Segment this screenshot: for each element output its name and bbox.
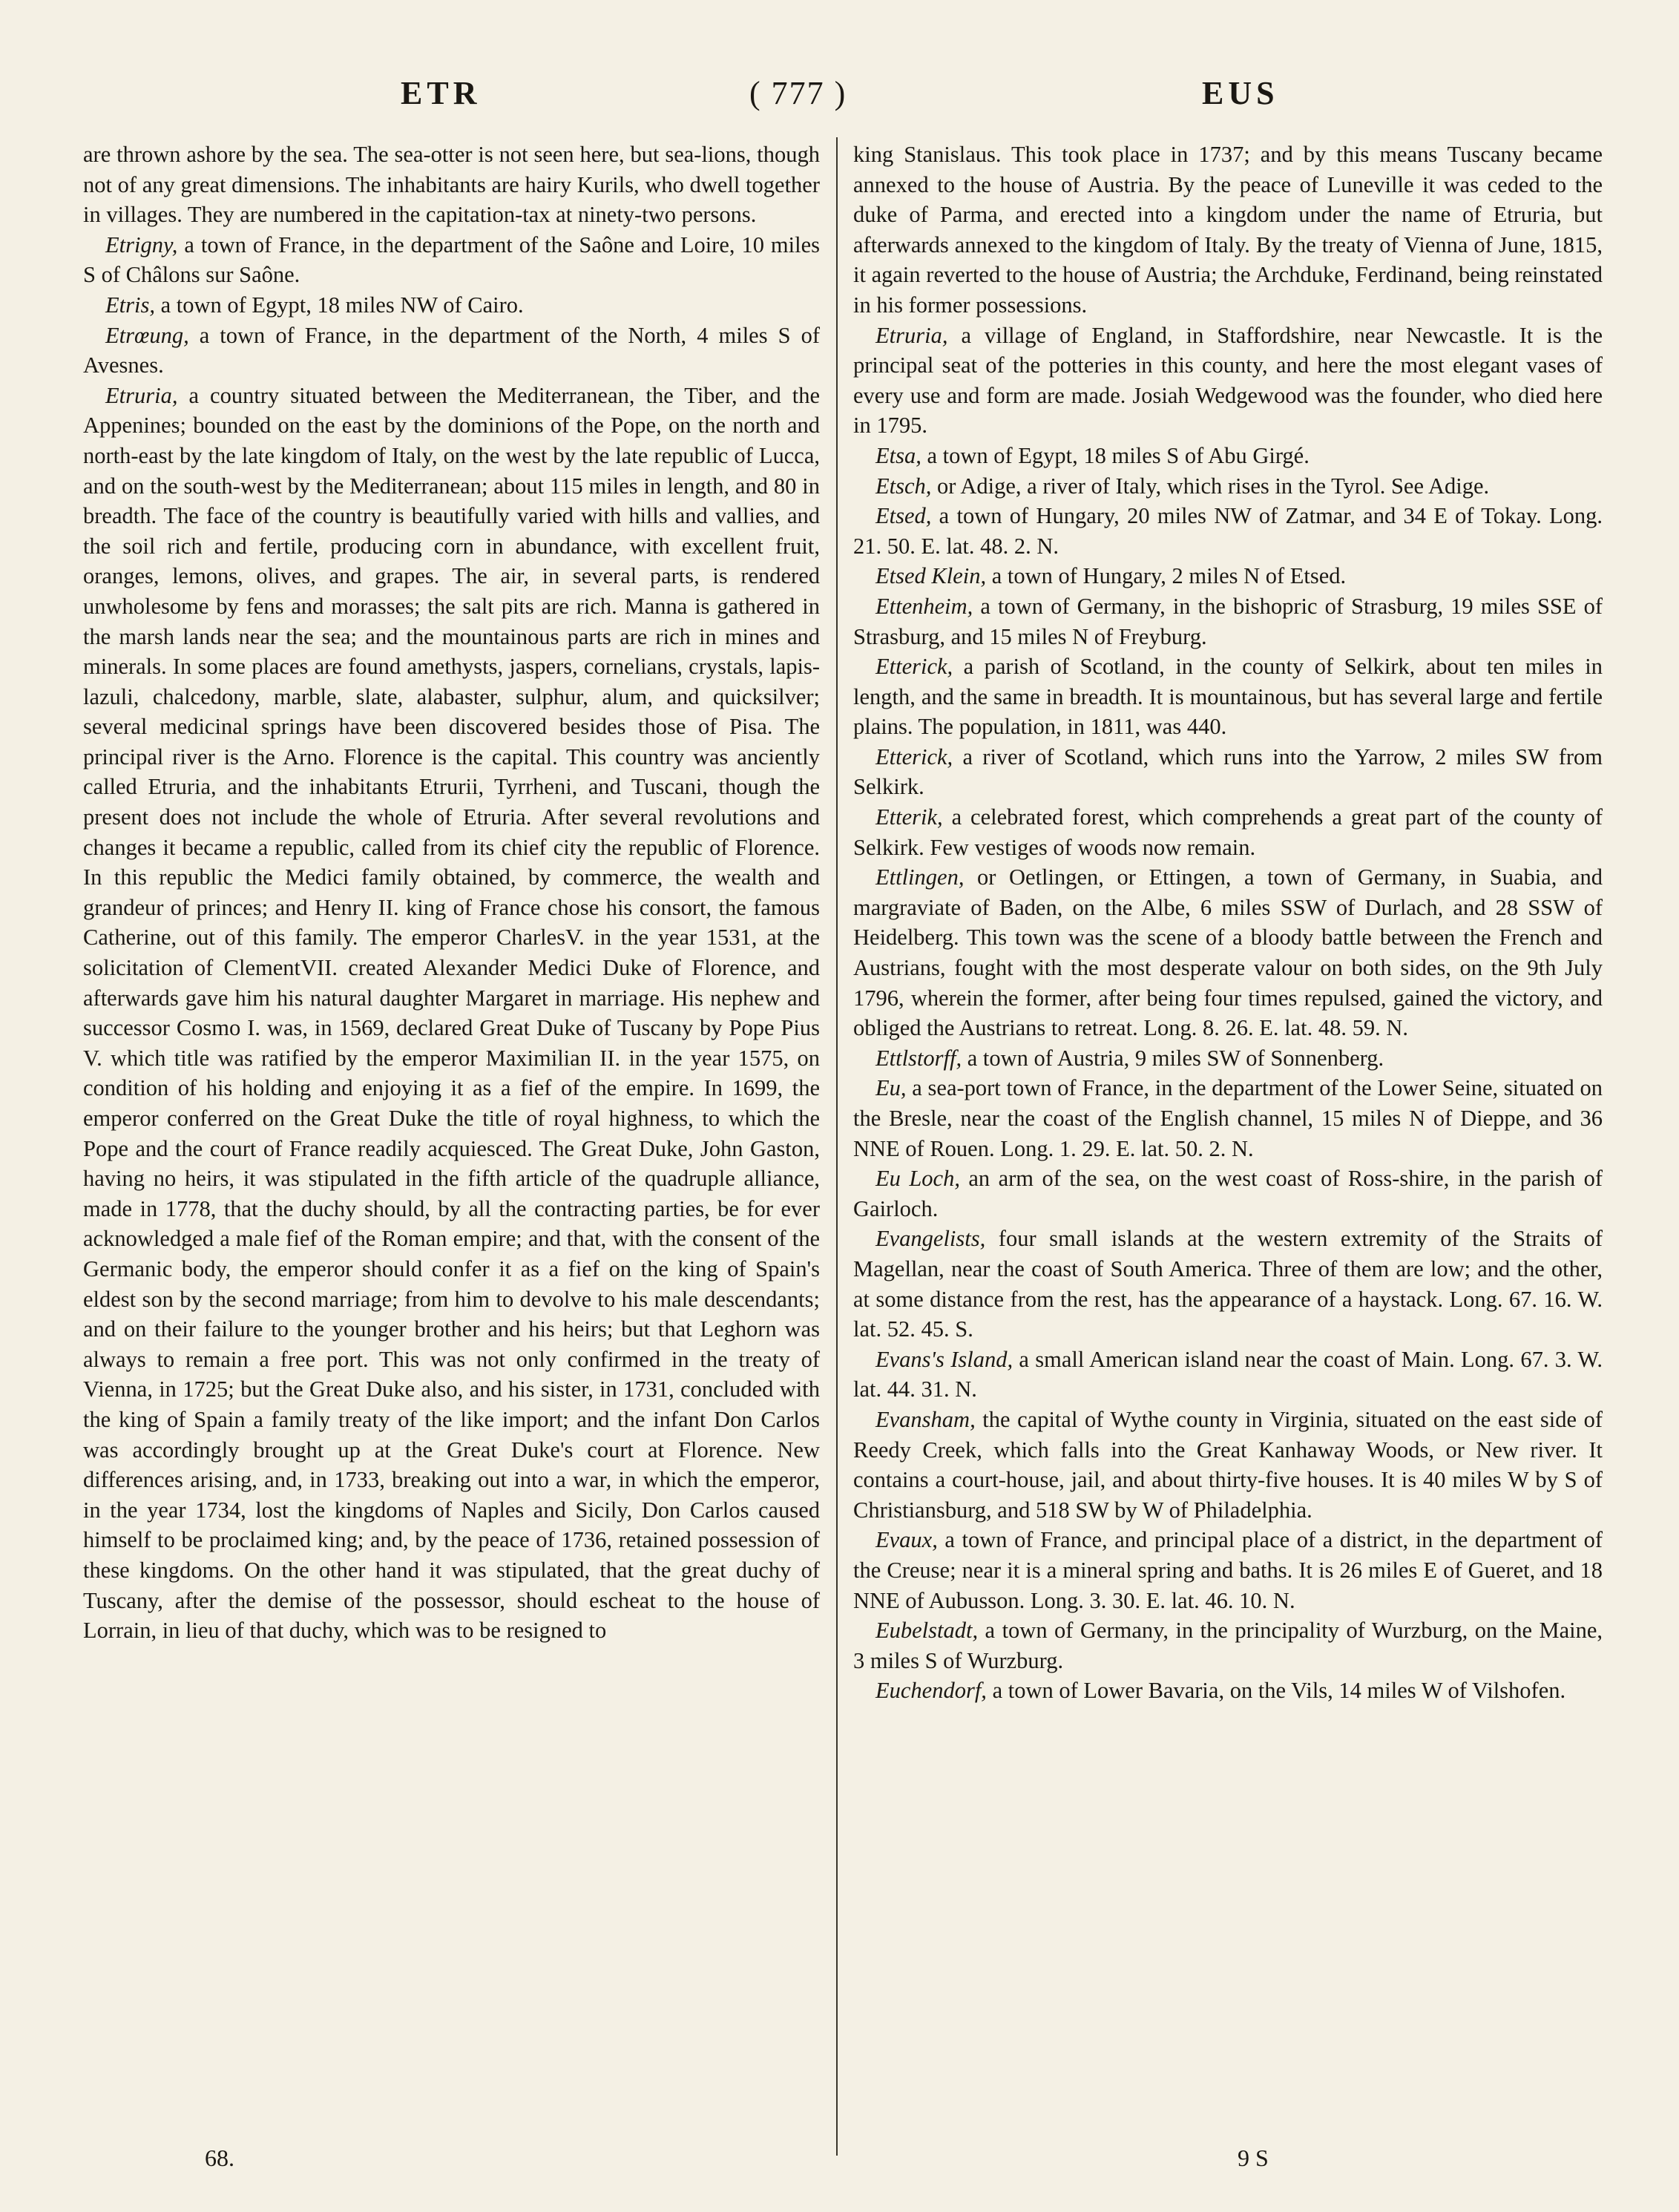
running-head-right: EUS — [1202, 75, 1279, 111]
entry-headword: Evaux, — [875, 1527, 938, 1553]
page-number: ( 777 ) — [749, 75, 847, 111]
entry — [853, 652, 1603, 742]
right-column — [853, 140, 1603, 1706]
entry — [853, 561, 1603, 591]
entry-headword: Etrigny, — [105, 232, 178, 257]
entry-headword: Eu, — [875, 1075, 907, 1101]
entry-text: a town of Hungary, 2 miles N of Etsed. — [986, 563, 1347, 589]
entry-text: a town of Hungary, 20 miles NW of Zatmar, and 34 E of Tokay. Long. 21. 50. E. lat. 48. 2. N. — [853, 503, 1603, 559]
entry-text: a sea-port town of France, in the department of the Lower Seine, situated on the Bresle, near the coast of the English channel, 15 miles N of Dieppe, and 36 NNE of Rouen. Long. 1. 29. E. lat. 50. 2. N. — [853, 1075, 1603, 1161]
entry-headword: Etterick, — [875, 744, 953, 769]
entry-headword: Ettenheim, — [875, 593, 973, 619]
entry-headword: Eubelstadt, — [875, 1618, 979, 1644]
column-divider — [836, 137, 838, 2156]
entry-text: a celebrated forest, which comprehends a great part of the county of Selkirk. Few vestiges of woods now remain. — [853, 804, 1603, 860]
entry-headword: Evans's Island, — [875, 1346, 1013, 1372]
entry-text: a river of Scotland, which runs into the Yarrow, 2 miles SW from Selkirk. — [853, 744, 1603, 800]
entry-text: or Oetlingen, or Ettingen, a town of Germany, in Suabia, and margraviate of Baden, on the Albe, 6 miles SSW of Durlach, and 28 SSW of Heidelberg. This town was the scene of a bloody battle between the French and Austrians, fought with the most desperate valour on both sides, on the 9th July 1796, wherein the former, after being four times repulsed, gained the victory, and obliged the Austrians to retreat. Long. 8. 26. E. lat. 48. 59. N. — [853, 864, 1603, 1041]
entry-text: a small American island near the coast of Main. Long. 67. 3. W. lat. 44. 31. N. — [853, 1346, 1603, 1402]
running-head-left: ETR — [401, 75, 482, 111]
entry — [83, 230, 820, 290]
entry-text: a town of Egypt, 18 miles S of Abu Girgé. — [921, 442, 1310, 468]
entry-text: a town of France, and principal place of a district, in the department of the Creuse; near it is a mineral spring and baths. It is 26 miles E of Gueret, and 18 NNE of Aubusson. Long. 3. 30. E. lat. 46. 10. N. — [853, 1527, 1603, 1613]
entry-text: are thrown ashore by the sea. The sea-otter is not seen here, but sea-lions, though not of any great dimensions. The inhabitants are hairy Kurils, who dwell together in villages. They are numbered in the capitation-tax at ninety-two persons. — [83, 142, 820, 228]
entry-text: four small islands at the western extremity of the Straits of Magellan, near the coast of South America. Three of them are low; and the other, at some distance from the rest, has the appearance of a haystack. Long. 67. 16. W. lat. 52. 45. S. — [853, 1226, 1603, 1342]
entry-text: a town of Germany, in the bishopric of Strasburg, 19 miles SSE of Strasburg, and 15 miles N of Freyburg. — [853, 593, 1603, 649]
entry-headword: Eu Loch, — [875, 1166, 960, 1192]
entry-text: a town of Lower Bavaria, on the Vils, 14 miles W of Vilshofen. — [986, 1678, 1566, 1704]
signature-mark-right: 9 S — [1238, 2144, 1269, 2171]
entry-text: king Stanislaus. This took place in 1737; and by this means Tuscany became annexed to the house of Austria. By the peace of Luneville it was ceded to the duke of Parma, and erected into a kingdom under the name of Etruria, but afterwards annexed to the kingdom of Italy. By the treaty of Vienna of June, 1815, it again reverted to the house of Austria; the Archduke, Ferdinand, being reinstated in his former possessions. — [853, 142, 1603, 318]
entry-headword: Evansham, — [875, 1406, 976, 1432]
entry — [853, 862, 1603, 1043]
entry — [853, 1615, 1603, 1676]
entry — [853, 1405, 1603, 1525]
entry-headword: Evangelists, — [875, 1226, 986, 1252]
entry-headword: Etris, — [105, 292, 155, 318]
entry-headword: Etsed Klein, — [875, 563, 987, 589]
entry — [853, 471, 1603, 502]
entry-text: an arm of the sea, on the west coast of Ross-shire, in the parish of Gairloch. — [853, 1166, 1603, 1221]
entry-text: a town of Austria, 9 miles SW of Sonnenberg. — [962, 1045, 1384, 1071]
signature-mark-left: 68. — [205, 2144, 234, 2171]
entry — [853, 1073, 1603, 1164]
entry-headword: Euchendorf, — [875, 1678, 987, 1704]
entry-headword: Etsa, — [875, 442, 921, 468]
entry — [853, 321, 1603, 441]
entry — [83, 321, 820, 381]
entry — [853, 501, 1603, 561]
entry-headword: Etsch, — [875, 473, 932, 499]
entry-text: a town of France, in the department of the Saône and Loire, 10 miles S of Châlons sur Saône. — [83, 232, 820, 288]
entry — [83, 140, 820, 230]
entry — [853, 441, 1603, 471]
entry — [853, 1043, 1603, 1074]
entry — [853, 742, 1603, 802]
entry — [853, 1224, 1603, 1344]
entry-headword: Etterick, — [875, 654, 953, 680]
entry-headword: Etrœung, — [105, 322, 189, 348]
left-column — [83, 140, 820, 1646]
entry — [853, 1164, 1603, 1224]
running-head — [0, 74, 1679, 134]
entry-headword: Etruria, — [875, 322, 948, 348]
entry-text: a village of England, in Staffordshire, near Newcastle. It is the principal seat of the potteries in this county, and here the most elegant vases of every use and form are made. Josiah Wedgewood was the founder, who died here in 1795. — [853, 322, 1603, 439]
entry — [853, 1676, 1603, 1706]
entry-text: a town of Egypt, 18 miles NW of Cairo. — [154, 292, 524, 318]
entry — [853, 1525, 1603, 1615]
entry-text: a town of France, in the department of the North, 4 miles S of Avesnes. — [83, 322, 820, 378]
entry — [853, 1345, 1603, 1405]
entry — [853, 802, 1603, 862]
entry-text: or Adige, a river of Italy, which rises in the Tyrol. See Adige. — [931, 473, 1490, 499]
entry-text: the capital of Wythe county in Virginia, situated on the east side of Reedy Creek, which falls into the Great Kanhaway Woods, or New river. It contains a court-house, jail, and about thirty-five houses. It is 40 miles W by S of Christiansburg, and 518 SW by W of Philadelphia. — [853, 1406, 1603, 1523]
entry — [83, 290, 820, 321]
entry-headword: Ettlstorff, — [875, 1045, 962, 1071]
entry-text: a town of Germany, in the principality of Wurzburg, on the Maine, 3 miles S of Wurzburg. — [853, 1618, 1603, 1673]
entry-headword: Ettlingen, — [875, 864, 965, 890]
entry-text: a country situated between the Mediterranean, the Tiber, and the Appenines; bounded on the east by the dominions of the Pope, on the north and north-east by the late kingdom of Italy, on the west by the late republic of Lucca, and on the south-west by the Mediterranean; about 115 miles in length, and 80 in breadth. The face of the country is beautifully varied with hills and vallies, and the soil rich and fertile, producing corn in abundance, with excellent fruit, oranges, lemons, olives, and grapes. The air, in several parts, is rendered unwholesome by fens and morasses; the salt pits are rich. Manna is gathered in the marsh lands near the sea; and the mountainous parts are rich in mines and minerals. In some places are found amethysts, jaspers, cornelians, crystals, lapis-lazuli, chalcedony, marble, slate, alabaster, sulphur, alum, and quicksilver; several medicinal springs have been discovered besides those of Pisa. The principal river is the Arno. Florence is the capital. This country was anciently called Etruria, and the inhabitants Etrurii, Tyrrheni, and Tuscani, though the present does not include the whole of Etruria. After several revolutions and changes it became a republic, called from its chief city the republic of Florence. In this republic the Medici family obtained, by commerce, the wealth and grandeur of princes; and Henry II. king of France chose his consort, the famous Catherine, out of this family. The emperor CharlesV. in the year 1531, at the solicitation of ClementVII. created Alexander Medici Duke of Florence, and afterwards gave him his natural daughter Margaret in marriage. His nephew and successor Cosmo I. was, in 1569, declared Great Duke of Tuscany by Pope Pius V. which title was ratified by the emperor Maximilian II. in the year 1575, on condition of his holding and enjoying it as a fief of the empire. In 1699, the emperor conferred on the Great Duke the title of royal highness, to which the Pope and the court of France readily acquiesced. The Great Duke, John Gaston, having no heirs, it was stipulated in the fifth article of the quadruple alliance, made in 1778, that the duchy should, by all the contracting parties, be for ever acknowledged a male fief of the Roman empire; and that, with the consent of the Germanic body, the emperor should confer it as a fief on the king of Spain's eldest son by the second marriage; from him to devolve to his male descendants; and on their failure to the younger brother and his heirs; but that Leghorn was always to remain a free port. This was not only confirmed in the treaty of Vienna, in 1725; but the Great Duke also, and his sister, in 1731, concluded with the king of Spain a family treaty of the like import; and the infant Don Carlos was accordingly brought up at the Great Duke's court at Florence. New differences arising, and, in 1733, breaking out into a war, in which the emperor, in the year 1734, lost the kingdoms of Naples and Sicily, Don Carlos caused himself to be proclaimed king; and, by the peace of 1736, retained possession of these kingdoms. On the other hand it was stipulated, that the great duchy of Tuscany, after the demise of the possessor, should escheat to the house of Lorrain, in lieu of that duchy, which was to be resigned to — [83, 382, 820, 1644]
entry — [853, 140, 1603, 321]
entry-headword: Etruria, — [105, 382, 178, 408]
entry-headword: Etterik, — [875, 804, 943, 830]
entry — [853, 591, 1603, 652]
entry — [83, 381, 820, 1646]
entry-headword: Etsed, — [875, 503, 932, 529]
entry-text: a parish of Scotland, in the county of Selkirk, about ten miles in length, and the same in breadth. It is mountainous, but has several large and fertile plains. The population, in 1811, was 440. — [853, 654, 1603, 740]
